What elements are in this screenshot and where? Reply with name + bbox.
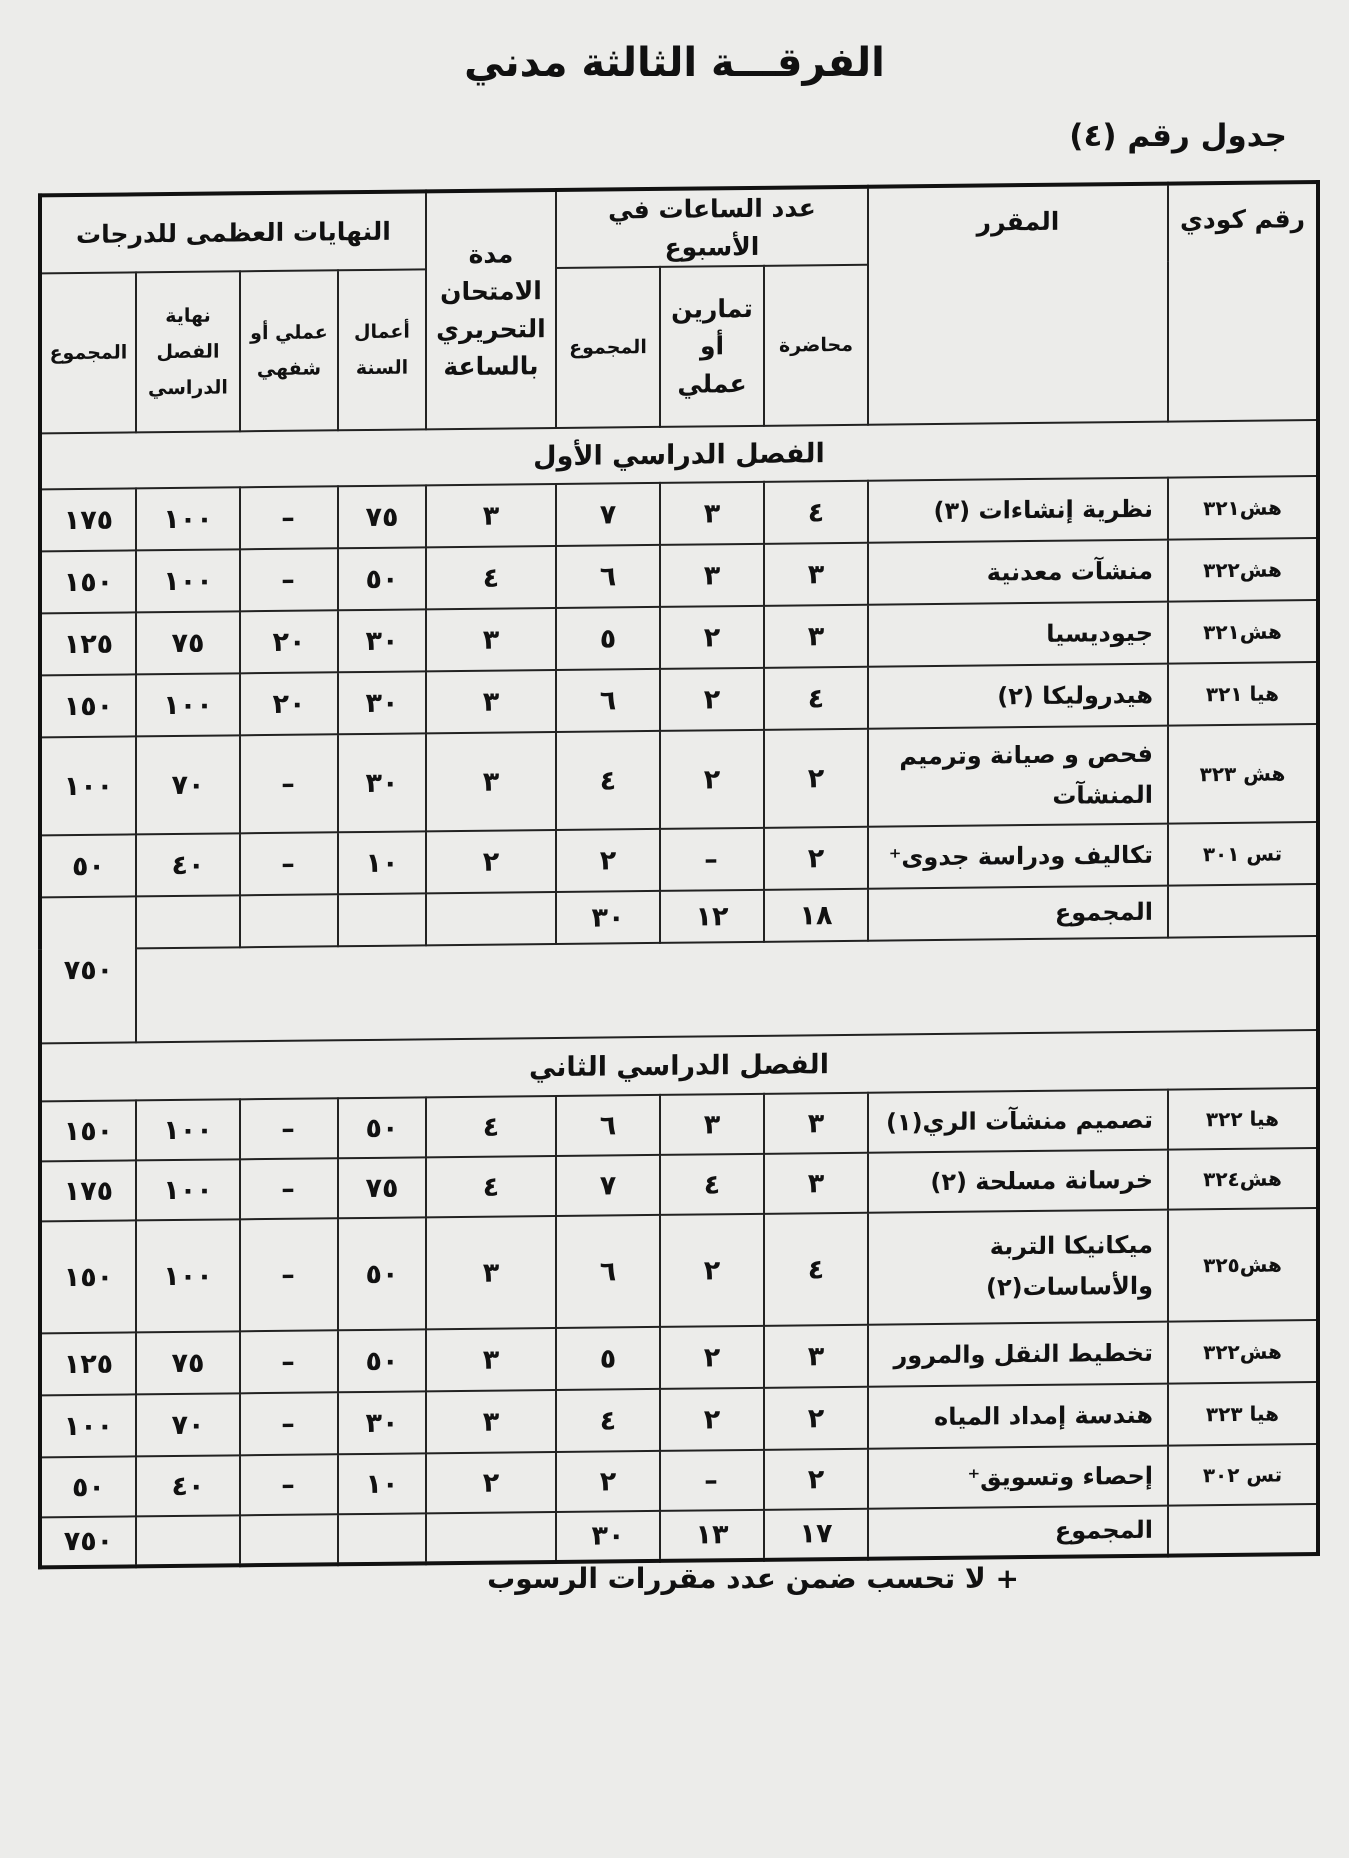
year-work-marks: ٣٠ [338, 609, 426, 672]
lecture-hours: ٢ [764, 1387, 868, 1450]
final-marks: ٧٠ [136, 735, 240, 834]
final-marks: ٤٠ [136, 1455, 240, 1516]
lecture-hours: ٤ [764, 667, 868, 730]
sum-exercise: ١٢ [660, 890, 764, 943]
lecture-hours: ٤ [764, 1213, 868, 1326]
final-marks: ١٠٠ [136, 1099, 240, 1160]
exercise-hours: ٢ [660, 1388, 764, 1451]
course-code: هش٣٢٢ [1168, 1320, 1318, 1384]
year-work-marks: ١٠ [338, 1453, 426, 1514]
sum-exercise: ١٣ [660, 1510, 764, 1561]
exercise-hours: – [660, 828, 764, 891]
oral-marks: – [240, 1330, 338, 1393]
lecture-hours: ٢ [764, 1449, 868, 1510]
final-marks: ٤٠ [136, 833, 240, 896]
oral-marks: – [240, 1098, 338, 1159]
header-practical-oral: عملي أو شفهي [240, 270, 338, 431]
total-marks: ١٧٥ [40, 488, 136, 551]
total-hours: ٥ [556, 607, 660, 670]
exam-duration: ٣ [426, 608, 556, 671]
total-marks: ١٥٠ [40, 674, 136, 737]
total-marks: ١٥٠ [40, 1100, 136, 1161]
exam-duration: ٣ [426, 732, 556, 831]
course-name: جيوديسيا [868, 602, 1168, 667]
table-label: جدول رقم (٤) [1069, 118, 1287, 154]
total-hours: ٧ [556, 483, 660, 546]
exercise-hours: ٣ [660, 544, 764, 607]
course-code: هيا ٣٢٢ [1168, 1088, 1318, 1150]
table-row [40, 724, 1318, 835]
final-marks: ٧٥ [136, 611, 240, 674]
course-name: تخطيط النقل والمرور [868, 1322, 1168, 1387]
total-marks: ١٥٠ [40, 1220, 136, 1333]
footnote: + لا تحسب ضمن عدد مقررات الرسوب [487, 1562, 1019, 1595]
empty-cell [136, 1515, 240, 1566]
course-code: تس ٣٠٢ [1168, 1444, 1318, 1506]
exercise-hours: ٤ [660, 1154, 764, 1215]
exam-duration: ٣ [426, 1328, 556, 1391]
final-marks: ١٠٠ [136, 673, 240, 736]
total-marks: ١٧٥ [40, 1160, 136, 1221]
total-marks: ٥٠ [40, 834, 136, 897]
header-marks-group: النهايات العظمى للدرجات [40, 191, 426, 273]
final-marks: ٧٥ [136, 1331, 240, 1394]
exercise-hours: ٢ [660, 730, 764, 829]
header-hours-total: المجموع [556, 267, 660, 428]
total-hours: ٥ [556, 1327, 660, 1390]
empty-cell [1168, 1504, 1318, 1556]
course-name: هيدروليكا (٢) [868, 664, 1168, 729]
total-hours: ٢ [556, 1451, 660, 1512]
total-hours: ٦ [556, 1215, 660, 1328]
page-title: الفرقـــة الثالثة مدني [464, 40, 885, 86]
course-code: هيا ٣٢٣ [1168, 1382, 1318, 1446]
total-hours: ٧ [556, 1155, 660, 1216]
header-code: رقم كودي [1168, 182, 1318, 422]
course-table [38, 180, 1320, 1569]
empty-cell [338, 893, 426, 946]
final-marks: ١٠٠ [136, 549, 240, 612]
exam-duration: ٣ [426, 1390, 556, 1453]
final-marks: ١٠٠ [136, 487, 240, 550]
total-hours: ٦ [556, 669, 660, 732]
empty-cell [426, 1512, 556, 1563]
sum-label: المجموع [868, 1506, 1168, 1559]
course-code: هش٣٢٤ [1168, 1148, 1318, 1210]
total-hours: ٦ [556, 545, 660, 608]
table-row [40, 1208, 1318, 1333]
sum-label: المجموع [868, 886, 1168, 941]
oral-marks: ٢٠ [240, 610, 338, 673]
sum-total-marks: ٧٥٠ [40, 896, 136, 1043]
oral-marks: – [240, 734, 338, 833]
course-name: نظرية إنشاءات (٣) [868, 478, 1168, 543]
lecture-hours: ٤ [764, 481, 868, 544]
course-name: فحص و صيانة وترميم المنشآت [868, 726, 1168, 827]
oral-marks: – [240, 486, 338, 549]
year-work-marks: ٣٠ [338, 733, 426, 832]
oral-marks: – [240, 1218, 338, 1331]
header-lecture: محاضرة [764, 265, 868, 426]
exam-duration: ٢ [426, 830, 556, 893]
exam-duration: ٣ [426, 1216, 556, 1329]
exercise-hours: ٢ [660, 606, 764, 669]
exercise-hours: ٢ [660, 1214, 764, 1327]
sum-hours: ٣٠ [556, 891, 660, 944]
course-name: تصميم منشآت الري(١) [868, 1090, 1168, 1153]
lecture-hours: ٣ [764, 1153, 868, 1214]
total-marks: ٥٠ [40, 1456, 136, 1517]
total-marks: ١٠٠ [40, 1394, 136, 1457]
sum-lecture: ١٨ [764, 889, 868, 942]
exam-duration: ٤ [426, 1096, 556, 1157]
header-semester-end: نهاية الفصل الدراسي [136, 271, 240, 432]
year-work-marks: ٣٠ [338, 1391, 426, 1454]
final-marks: ١٠٠ [136, 1159, 240, 1220]
sum-total-marks: ٧٥٠ [40, 1516, 136, 1567]
semester-title: الفصل الدراسي الأول [40, 420, 1318, 489]
total-marks: ١٠٠ [40, 736, 136, 835]
course-code: هش٣٢١ [1168, 600, 1318, 664]
exercise-hours: – [660, 1450, 764, 1511]
lecture-hours: ٣ [764, 1325, 868, 1388]
year-work-marks: ١٠ [338, 831, 426, 894]
year-work-marks: ٧٥ [338, 1157, 426, 1218]
exam-duration: ٣ [426, 484, 556, 547]
lecture-hours: ٢ [764, 827, 868, 890]
oral-marks: – [240, 1454, 338, 1515]
course-code: هش٣٢١ [1168, 476, 1318, 540]
empty-cell [1168, 884, 1318, 938]
year-work-marks: ٥٠ [338, 547, 426, 610]
year-work-marks: ٧٥ [338, 485, 426, 548]
year-work-marks: ٥٠ [338, 1329, 426, 1392]
lecture-hours: ٢ [764, 729, 868, 828]
empty-cell [426, 892, 556, 945]
total-hours: ٤ [556, 731, 660, 830]
course-name: منشآت معدنية [868, 540, 1168, 605]
course-code: هش٣٢٥ [1168, 1208, 1318, 1322]
header-exercise: تمارين أو عملي [660, 266, 764, 427]
oral-marks: – [240, 548, 338, 611]
final-marks: ٧٠ [136, 1393, 240, 1456]
total-hours: ٢ [556, 829, 660, 892]
lecture-hours: ٣ [764, 605, 868, 668]
header-course: المقرر [868, 184, 1168, 425]
course-name: خرسانة مسلحة (٢) [868, 1150, 1168, 1213]
total-hours: ٦ [556, 1095, 660, 1156]
empty-cell [240, 1514, 338, 1565]
course-name: إحصاء وتسويق⁺ [868, 1446, 1168, 1509]
course-code: هيا ٣٢١ [1168, 662, 1318, 726]
exam-duration: ٤ [426, 1156, 556, 1217]
oral-marks: – [240, 1392, 338, 1455]
final-marks: ١٠٠ [136, 1219, 240, 1332]
semester-title: الفصل الدراسي الثاني [40, 1030, 1318, 1101]
header-exam-duration: مدة الامتحان التحريري بالساعة [426, 190, 556, 429]
total-marks: ١٥٠ [40, 550, 136, 613]
year-work-marks: ٣٠ [338, 671, 426, 734]
table-container [42, 180, 1320, 1569]
total-marks: ١٢٥ [40, 612, 136, 675]
oral-marks: ٢٠ [240, 672, 338, 735]
empty-cell [338, 1513, 426, 1564]
course-code: هش ٣٢٣ [1168, 724, 1318, 824]
exam-duration: ٣ [426, 670, 556, 733]
course-code: هش٣٢٢ [1168, 538, 1318, 602]
header-marks-total: المجموع [40, 272, 136, 433]
total-marks: ١٢٥ [40, 1332, 136, 1395]
empty-cell [136, 895, 240, 948]
lecture-hours: ٣ [764, 543, 868, 606]
header-hours-group: عدد الساعات في الأسبوع [556, 187, 868, 268]
course-name: هندسة إمداد المياه [868, 1384, 1168, 1449]
header-year-work: أعمال السنة [338, 269, 426, 430]
course-name: ميكانيكا التربة والأساسات(٢) [868, 1210, 1168, 1325]
exercise-hours: ٣ [660, 482, 764, 545]
year-work-marks: ٥٠ [338, 1217, 426, 1330]
course-code: تس ٣٠١ [1168, 822, 1318, 886]
exam-duration: ٤ [426, 546, 556, 609]
lecture-hours: ٣ [764, 1093, 868, 1154]
empty-cell [240, 894, 338, 947]
total-hours: ٤ [556, 1389, 660, 1452]
oral-marks: – [240, 832, 338, 895]
year-work-marks: ٥٠ [338, 1097, 426, 1158]
sum-hours: ٣٠ [556, 1511, 660, 1562]
oral-marks: – [240, 1158, 338, 1219]
exercise-hours: ٢ [660, 668, 764, 731]
course-name: تكاليف ودراسة جدوى⁺ [868, 824, 1168, 889]
sum-lecture: ١٧ [764, 1509, 868, 1560]
exam-duration: ٢ [426, 1452, 556, 1513]
exercise-hours: ٢ [660, 1326, 764, 1389]
exercise-hours: ٣ [660, 1094, 764, 1155]
